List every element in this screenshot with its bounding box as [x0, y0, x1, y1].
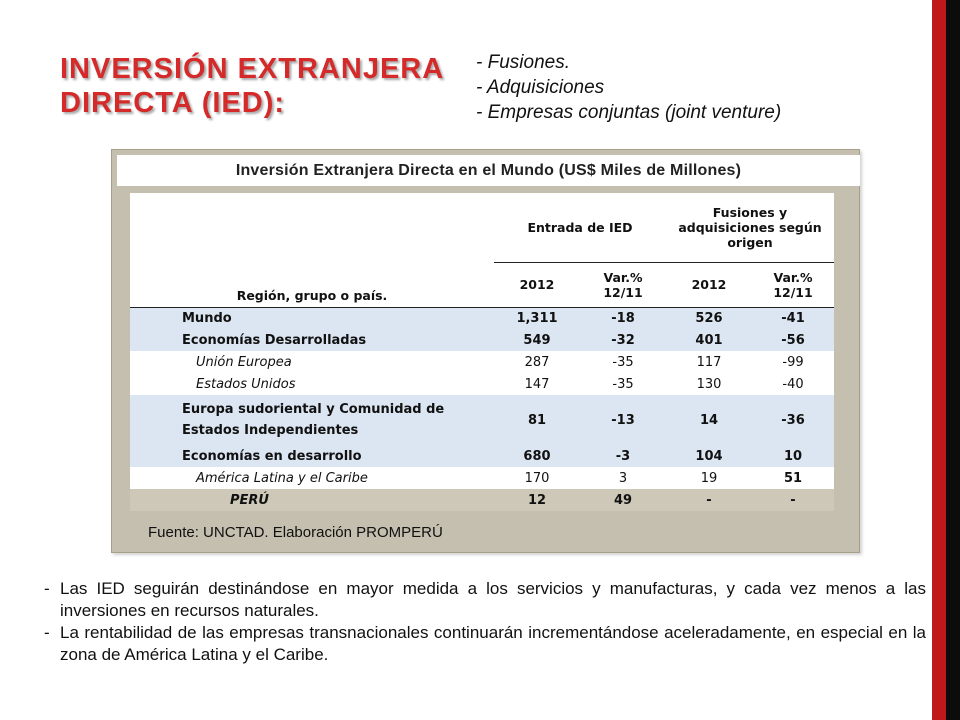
cell-entrada-var: 3 — [580, 467, 666, 489]
cell-entrada-var: 49 — [580, 489, 666, 511]
cell-fusiones-2012: 19 — [666, 467, 752, 489]
cell-entrada-var: -32 — [580, 329, 666, 351]
table-row — [130, 351, 834, 373]
bullet-item: - Fusiones. — [476, 52, 570, 73]
cell-fusiones-2012: 104 — [666, 445, 752, 467]
cell-fusiones-2012: - — [666, 489, 752, 511]
bullet-item: - Empresas conjuntas (joint venture) — [476, 102, 782, 123]
table-row — [130, 329, 834, 351]
cell-fusiones-var: 10 — [752, 445, 834, 467]
row-name: PERÚ — [130, 489, 494, 511]
note-item — [40, 622, 926, 666]
cell-entrada-var: -13 — [580, 395, 666, 445]
cell-fusiones-var: -99 — [752, 351, 834, 373]
table-row — [130, 489, 834, 511]
cell-fusiones-var: -36 — [752, 395, 834, 445]
row-name: Estados Unidos — [130, 373, 494, 395]
cell-fusiones-var: -41 — [752, 307, 834, 329]
accent-bar-red — [932, 0, 946, 720]
bullet-item: - Adquisiciones — [476, 77, 605, 98]
table-title: Inversión Extranjera Directa en el Mundo (US$ Miles de Millones) — [117, 155, 860, 186]
notes-list — [40, 578, 926, 666]
cell-entrada-2012: 680 — [494, 445, 580, 467]
note-text: La rentabilidad de las empresas transnacionales continuarán incrementándose aceleradamente, en especial en la zona de América Latina y el Caribe. — [60, 623, 926, 664]
cell-fusiones-var: -56 — [752, 329, 834, 351]
cell-entrada-2012: 12 — [494, 489, 580, 511]
cell-entrada-var: -18 — [580, 307, 666, 329]
note-item — [40, 578, 926, 622]
cell-entrada-2012: 147 — [494, 373, 580, 395]
accent-bar-black — [946, 0, 960, 720]
header-entrada: Entrada de IED — [527, 219, 633, 235]
table-source: Fuente: UNCTAD. Elaboración PROMPERÚ — [148, 524, 443, 541]
row-name: Mundo — [130, 307, 494, 329]
cell-fusiones-2012: 14 — [666, 395, 752, 445]
cell-fusiones-2012: 526 — [666, 307, 752, 329]
table-row — [130, 395, 834, 445]
cell-fusiones-2012: 401 — [666, 329, 752, 351]
note-text: Las IED seguirán destinándose en mayor medida a los servicios y manufacturas, y cada vez menos a las inversiones en recursos naturales. — [60, 579, 926, 620]
header-entrada-year: 2012 — [494, 262, 580, 307]
note-dash: - — [44, 623, 50, 642]
cell-entrada-var: -3 — [580, 445, 666, 467]
table-row — [130, 307, 834, 329]
row-name: Europa sudoriental y Comunidad de Estados Independientes — [130, 395, 494, 445]
cell-fusiones-var: 51 — [752, 467, 834, 489]
cell-fusiones-var: -40 — [752, 373, 834, 395]
ied-table — [130, 193, 834, 511]
table-row — [130, 445, 834, 467]
header-fusiones: Fusiones y adquisiciones según origen — [678, 204, 822, 250]
slide-title: INVERSIÓN EXTRANJERA DIRECTA (IED): — [60, 53, 444, 119]
cell-entrada-2012: 170 — [494, 467, 580, 489]
cell-fusiones-2012: 130 — [666, 373, 752, 395]
header-region: Región, grupo o país. — [130, 193, 494, 307]
row-name: Unión Europea — [130, 351, 494, 373]
row-name: América Latina y el Caribe — [130, 467, 494, 489]
note-dash: - — [44, 579, 50, 598]
table-row — [130, 467, 834, 489]
row-name: Economías en desarrollo — [130, 445, 494, 467]
cell-entrada-2012: 549 — [494, 329, 580, 351]
bullet-list — [476, 50, 781, 125]
cell-fusiones-2012: 117 — [666, 351, 752, 373]
cell-entrada-2012: 1,311 — [494, 307, 580, 329]
cell-entrada-var: -35 — [580, 373, 666, 395]
cell-entrada-2012: 287 — [494, 351, 580, 373]
header-fusiones-year: 2012 — [666, 262, 752, 307]
cell-entrada-2012: 81 — [494, 395, 580, 445]
table-row — [130, 373, 834, 395]
row-name: Economías Desarrolladas — [130, 329, 494, 351]
cell-fusiones-var: - — [752, 489, 834, 511]
header-entrada-var: Var.% 12/11 — [580, 262, 666, 307]
header-fusiones-var: Var.% 12/11 — [752, 262, 834, 307]
cell-entrada-var: -35 — [580, 351, 666, 373]
